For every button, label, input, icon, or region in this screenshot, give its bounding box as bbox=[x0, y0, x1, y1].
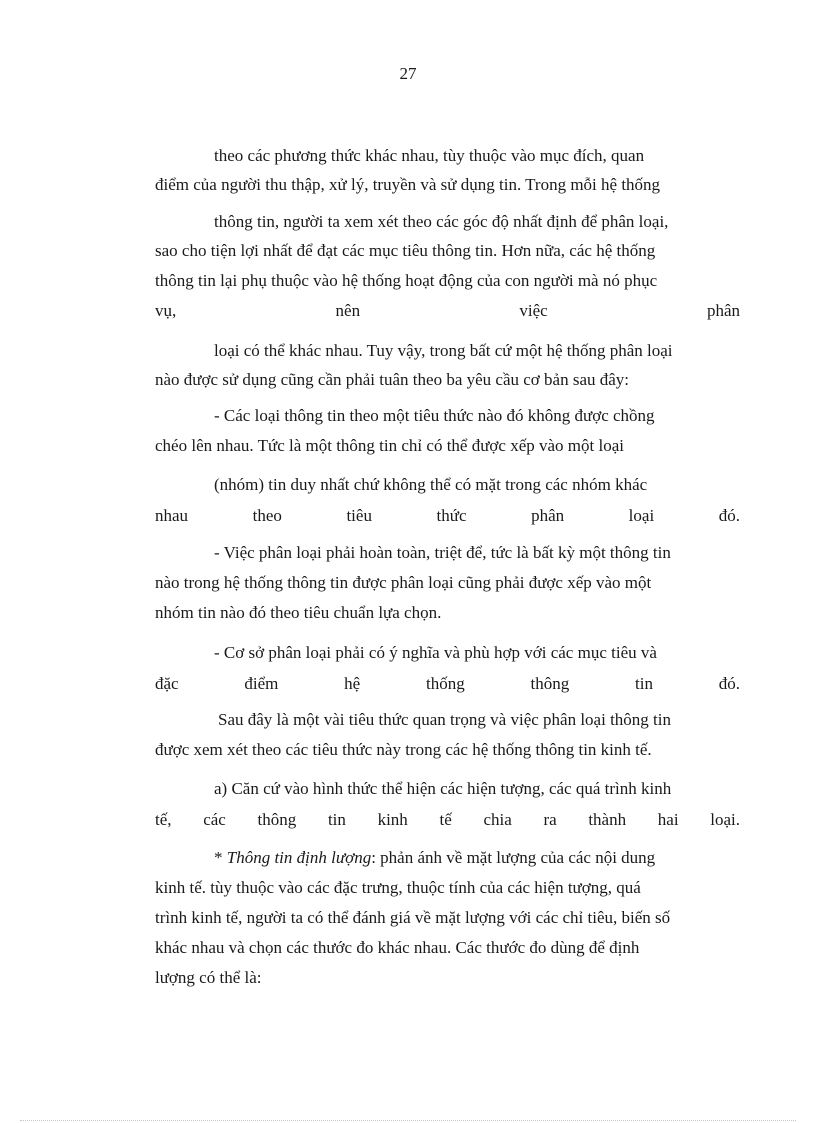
text-line: nào được sử dụng cũng cần phải tuân theo ba yêu cầu cơ bản sau đây: bbox=[155, 370, 630, 389]
text-line: khác nhau và chọn các thước đo khác nhau. Các thước đo dùng để định bbox=[155, 938, 640, 957]
text-line: - Cơ sở phân loại phải có ý nghĩa và phù hợp với các mục tiêu và bbox=[214, 643, 657, 662]
text-line: đặc điểm hệ thống thông tin đó. bbox=[155, 674, 740, 693]
text-line: sao cho tiện lợi nhất để đạt các mục tiêu thông tin. Hơn nữa, các hệ thống bbox=[155, 241, 656, 260]
text-line: - Việc phân loại phải hoàn toàn, triệt để, tức là bất kỳ một thông tin bbox=[214, 543, 671, 562]
page-number: 27 bbox=[399, 64, 417, 83]
text-line bbox=[155, 847, 740, 869]
italic-term: Thông tin định lượng bbox=[226, 848, 372, 867]
text-line: (nhóm) tin duy nhất chứ không thể có mặt trong các nhóm khác bbox=[214, 475, 648, 494]
text-line: tế, các thông tin kinh tế chia ra thành hai loại. bbox=[155, 810, 740, 829]
text-line: thông tin lại phụ thuộc vào hệ thống hoạt động của con người mà nó phục bbox=[155, 271, 658, 290]
text-line: nhau theo tiêu thức phân loại đó. bbox=[155, 506, 740, 525]
bullet-marker: * bbox=[214, 848, 227, 867]
text-line: điểm của người thu thập, xử lý, truyền và sử dụng tin. Trong mỗi hệ thống bbox=[155, 175, 661, 194]
text-fragment: : phản ánh về mặt lượng của các nội dung bbox=[371, 848, 656, 867]
text-line: loại có thể khác nhau. Tuy vậy, trong bất cứ một hệ thống phân loại bbox=[214, 341, 673, 360]
text-line: - Các loại thông tin theo một tiêu thức nào đó không được chồng bbox=[214, 406, 655, 425]
text-line: Sau đây là một vài tiêu thức quan trọng và việc phân loại thông tin bbox=[218, 710, 671, 729]
text-line: thông tin, người ta xem xét theo các góc độ nhất định để phân loại, bbox=[214, 212, 669, 231]
text-line: nhóm tin nào đó theo tiêu chuẩn lựa chọn. bbox=[155, 603, 442, 622]
text-line: a) Căn cứ vào hình thức thể hiện các hiện tượng, các quá trình kinh bbox=[214, 779, 672, 798]
text-line: trình kinh tế, người ta có thể đánh giá về mặt lượng với các chỉ tiêu, biến số bbox=[155, 908, 671, 927]
text-line: nào trong hệ thống thông tin được phân loại cũng phải được xếp vào một bbox=[155, 573, 652, 592]
text-line: được xem xét theo các tiêu thức này trong các hệ thống thông tin kinh tế. bbox=[155, 740, 652, 759]
text-line: lượng có thể là: bbox=[155, 968, 262, 987]
text-line: chéo lên nhau. Tức là một thông tin chỉ có thể được xếp vào một loại bbox=[155, 436, 624, 455]
text-line: theo các phương thức khác nhau, tùy thuộc vào mục đích, quan bbox=[214, 146, 645, 165]
page-bottom-border bbox=[20, 1120, 796, 1121]
text-line: kinh tế. tùy thuộc vào các đặc trưng, thuộc tính của các hiện tượng, quá bbox=[155, 878, 641, 897]
text-line: vụ, nên việc phân bbox=[155, 301, 740, 320]
